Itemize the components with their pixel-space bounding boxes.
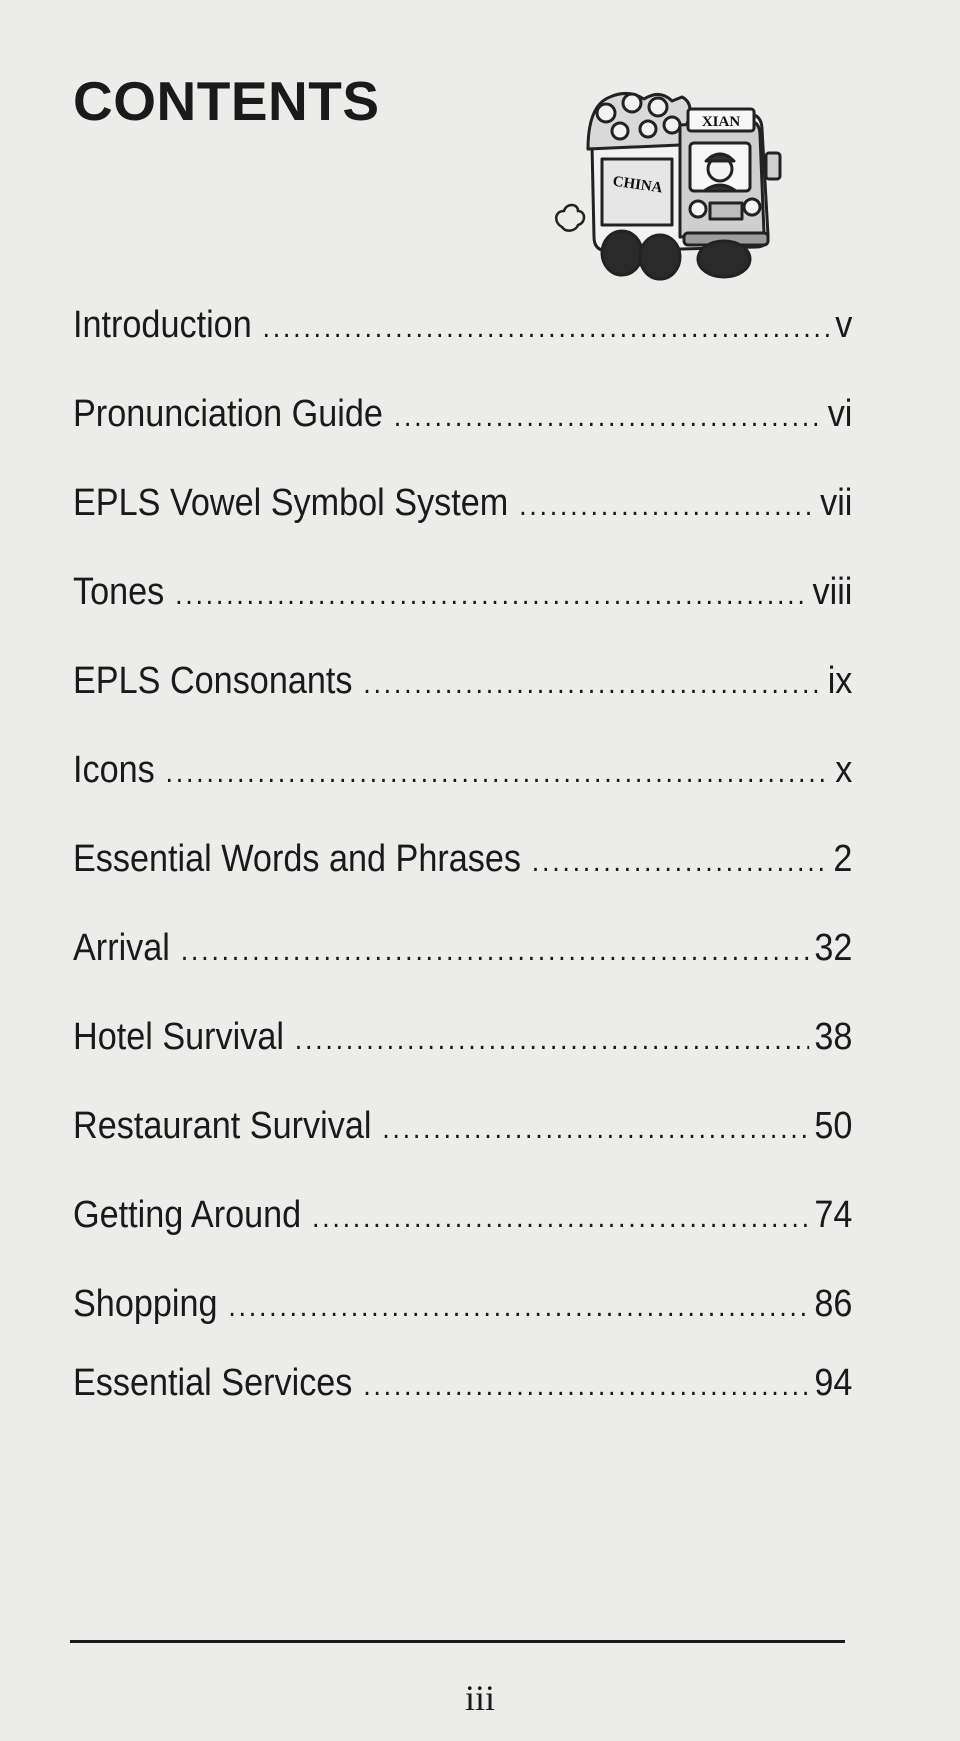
- toc-entry-vowel-symbol-system[interactable]: [73, 478, 852, 528]
- toc-leader-dots: [312, 1193, 809, 1243]
- toc-leader-dots: [363, 659, 822, 709]
- toc-entry-label: Icons: [73, 749, 155, 791]
- toc-leader-dots: [181, 926, 809, 976]
- toc-entry-essential-services[interactable]: [73, 1358, 852, 1408]
- bus-destination-sign: XIAN: [701, 114, 741, 130]
- toc-entry-restaurant-survival[interactable]: [73, 1101, 852, 1151]
- toc-entry-label: Tones: [73, 571, 165, 613]
- toc-entry-page: 50: [814, 1105, 853, 1147]
- toc-entry-page: vii: [820, 482, 853, 524]
- toc-entry-label: Arrival: [73, 927, 170, 969]
- toc-entry-label: Shopping: [73, 1283, 218, 1325]
- toc-entry-page: 32: [814, 927, 853, 969]
- toc-leader-dots: [175, 570, 807, 620]
- toc-entry-page: viii: [812, 571, 853, 613]
- toc-entry-label: Hotel Survival: [73, 1016, 284, 1058]
- page-number: iii: [464, 1678, 495, 1718]
- toc-entry-pronunciation-guide[interactable]: [73, 389, 852, 439]
- toc-leader-dots: [263, 303, 830, 353]
- toc-leader-dots: [363, 1361, 809, 1411]
- toc-entry-label: Restaurant Survival: [73, 1105, 372, 1147]
- toc-leader-dots: [382, 1104, 809, 1154]
- toc-entry-page: 2: [833, 838, 853, 880]
- toc-entry-label: Essential Services: [73, 1362, 353, 1404]
- toc-entry-page: 74: [814, 1194, 853, 1236]
- toc-entry-page: vi: [827, 393, 853, 435]
- toc-entry-label: Getting Around: [73, 1194, 302, 1236]
- toc-entry-consonants[interactable]: [73, 656, 852, 706]
- toc-entry-shopping[interactable]: [73, 1279, 852, 1329]
- toc-entry-page: ix: [827, 660, 853, 702]
- toc-entry-label: EPLS Vowel Symbol System: [73, 482, 509, 524]
- toc-entry-label: Pronunciation Guide: [73, 393, 383, 435]
- toc-entry-label: EPLS Consonants: [73, 660, 353, 702]
- bus-side-sign: CHINA: [611, 173, 664, 197]
- toc-entry-introduction[interactable]: [73, 300, 852, 350]
- toc-entry-hotel-survival[interactable]: [73, 1012, 852, 1062]
- toc-entry-essential-words[interactable]: [73, 834, 852, 884]
- bus-cartoon-icon: [548, 85, 823, 290]
- toc-entry-icons[interactable]: [73, 745, 852, 795]
- toc-entry-label: Essential Words and Phrases: [73, 838, 522, 880]
- exhaust-puff-icon: [556, 205, 584, 231]
- toc-entry-page: v: [835, 304, 853, 346]
- toc-leader-dots: [166, 748, 830, 798]
- toc-entry-tones[interactable]: [73, 567, 852, 617]
- footer-rule: [70, 1640, 845, 1643]
- toc-entry-arrival[interactable]: [73, 923, 852, 973]
- toc-entry-label: Introduction: [73, 304, 252, 346]
- toc-entry-page: 38: [814, 1016, 853, 1058]
- toc-entry-getting-around[interactable]: [73, 1190, 852, 1240]
- toc-leader-dots: [394, 392, 823, 442]
- toc-entry-page: 86: [814, 1283, 853, 1325]
- toc-entry-page: x: [835, 749, 853, 791]
- toc-leader-dots: [519, 481, 815, 531]
- toc-entry-page: 94: [814, 1362, 853, 1404]
- page-title: CONTENTS: [73, 70, 380, 132]
- toc-leader-dots: [228, 1282, 809, 1332]
- toc-leader-dots: [295, 1015, 809, 1065]
- toc-leader-dots: [532, 837, 828, 887]
